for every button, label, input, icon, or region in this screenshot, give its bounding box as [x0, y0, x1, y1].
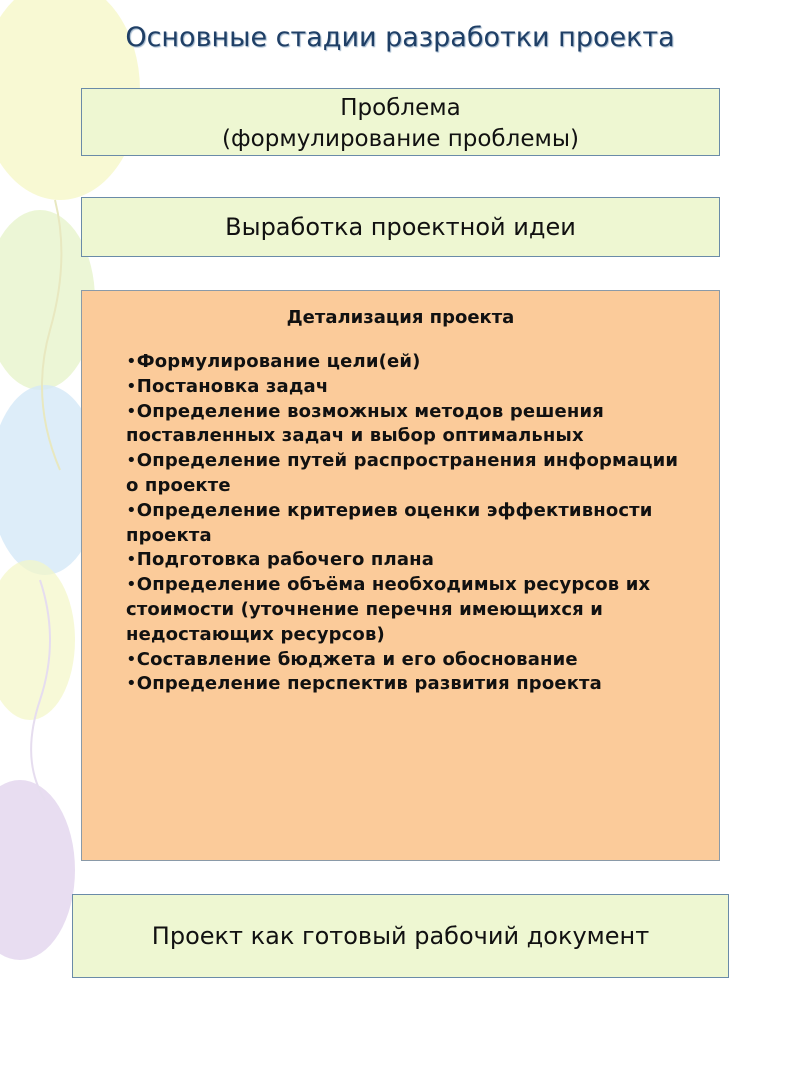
bullet-icon: •	[126, 375, 137, 397]
balloon-yellow-lower	[0, 560, 75, 720]
bullet-icon: •	[126, 351, 137, 372]
list-item: •Определение перспектив развития проекта	[126, 673, 602, 695]
list-item: •Определение объёма необходимых ресурсов их стоимости (уточнение перечня имеющихся и недостающих ресурсов)	[126, 574, 651, 645]
stage-detail-box	[81, 290, 720, 861]
balloon-purple	[0, 780, 75, 960]
bullet-icon: •	[126, 499, 137, 521]
list-item: •Составление бюджета и его обоснование	[126, 648, 578, 670]
bullet-icon: •	[126, 673, 137, 695]
stage-final-label: Проект как готовый рабочий документ	[151, 922, 650, 950]
bullet-icon: •	[126, 648, 137, 670]
stage-problem-subtitle: (формулирование проблемы)	[222, 126, 579, 152]
list-item: •Определение критериев оценки эффективности проекта	[126, 499, 653, 546]
stage-idea-box	[81, 197, 720, 257]
bullet-icon: •	[126, 450, 137, 472]
stage-final-box	[72, 894, 729, 978]
list-item: •Определение путей распространения информации о проекте	[126, 450, 679, 496]
stage-detail-heading: Детализация проекта	[286, 307, 515, 328]
bullet-icon: •	[126, 549, 137, 571]
stage-problem-title: Проблема	[340, 95, 461, 121]
bullet-icon: •	[126, 574, 137, 596]
stage-detail-list	[82, 350, 686, 697]
stage-idea-label: Выработка проектной идеи	[225, 213, 576, 241]
bullet-icon: •	[126, 400, 137, 422]
list-item: •Определение возможных методов решения поставленных задач и выбор оптимальных	[126, 400, 604, 447]
page-title: Основные стадии разработки проекта	[125, 22, 675, 53]
list-item: •Формулирование цели(ей)	[126, 351, 421, 372]
list-item: •Подготовка рабочего плана	[126, 549, 435, 571]
list-item: •Постановка задач	[126, 375, 329, 397]
stage-problem-box	[81, 88, 720, 156]
